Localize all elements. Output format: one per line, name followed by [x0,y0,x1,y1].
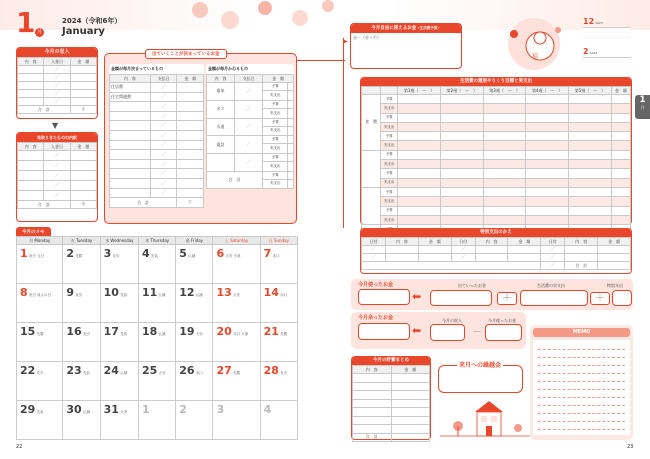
living-row: 予算 [362,113,631,122]
preset-section [16,132,98,222]
fixed-right-row: ガス ／ 予算 [207,100,294,108]
living-row: 実支出 [362,215,631,224]
fixed-left-table: 内 容 支払日 金 額 住居費 ／ 住宅関連費 ／ ／ ／ ／ ／ ／ ／ ／ ／ ／ ／ 合 計 Ⓒ [109,74,204,208]
savings-row [353,382,430,391]
used2-label: 今月使ったお金 [488,318,516,323]
calendar-day-cell[interactable]: 2 先勝 [63,245,100,284]
living-col-header: 第2週（ ～ ） [441,87,484,95]
calendar-day-cell[interactable]: 1 [138,401,175,440]
calendar-day-cell[interactable]: 9 友引 [63,284,100,323]
fixed-left-title: 金額が毎月決まっているもの [111,66,163,71]
fixed-left-row: ／ [110,121,204,131]
savings-title: 今月の貯蓄まとめ [352,357,430,365]
left-label: 今月余ったお金 [358,315,394,321]
savings-section [351,356,431,440]
calendar-day-cell[interactable]: 31 大安 [100,401,138,440]
calendar-day-cell[interactable]: 24 仏滅 [100,362,138,401]
memo-section [530,325,633,440]
special-table: 日付 内 容 金 額 日付 内 容 金 額 日付 内 容 金 額 ／ ／ ／ ／ ／ ／ ／ 合 計 [361,237,631,270]
connector-line [343,38,344,228]
calendar-day-cell[interactable]: 18 仏滅 [138,323,175,362]
special-row: ／ ／ ／ [362,246,631,254]
income-table: 内 容 入金日 金 額 ／ ／ ／ ／ ／ 合 計 Ⓐ [17,57,97,114]
savings-row [353,399,430,408]
living-col-header: 金 額 [611,87,630,95]
arrow-right-icon: ▶ [343,38,348,45]
income-label: 今月の収入 [442,318,462,323]
calendar-day-cell[interactable]: 6 大安 小寒 [213,245,260,284]
weekday-header: 日 Sunday [260,237,297,245]
calendar-day-cell[interactable]: 27 先勝 [213,362,260,401]
fixed-right-row: ／ 予算 [207,154,294,162]
next-month-title: 来月への繰越金 [459,362,502,369]
living-row: 実支出 [362,197,631,206]
connector-line [297,60,345,61]
arrow-left-icon: ⬅ [412,290,422,303]
mini-calendar-dec: 12 2023 [583,17,631,43]
fixed-left-row: ／ [110,188,204,198]
fixed-left-row: ／ [110,102,204,112]
month-suffix-badge: 月 [36,29,42,35]
calendar-day-cell[interactable]: 8 祝日 成人の日 [17,284,63,323]
special-input[interactable] [612,290,632,306]
savings-row [353,425,430,434]
calendar-day-cell[interactable]: 10 先負 [100,284,138,323]
calendar-day-cell[interactable]: 26 赤口 [176,362,213,401]
calendar-day-cell[interactable]: 11 仏滅 [138,284,175,323]
living-col-header: 第5週（ ～ ） [569,87,612,95]
income-title: 今月の収入 [17,48,97,57]
free-money-formula: Ⓐ－（Ⓑ＋Ⓒ） [353,35,381,40]
fixed-right-row: 電話 ／ 予算 [207,136,294,144]
year-label: 2024（令和6年） [62,17,122,25]
arrow-left-icon: ⬅ [412,324,422,337]
used-input[interactable] [358,289,410,305]
fixed-left-panel [109,64,204,208]
preset-title: 先取りきたものの内訳 [17,133,97,142]
fixed-left-row: ／ [110,111,204,121]
fixed-left-row: ／ [110,169,204,179]
calendar-day-cell[interactable]: 16 友引 [63,323,100,362]
savings-row [353,391,430,400]
living-row: 食 費 予算 [362,95,631,104]
special-label: 特別支出 [607,283,623,288]
fixed-right-row: 電気 ／ 予算 [207,83,294,91]
used2-input[interactable] [485,324,522,341]
special-title: 特別支出のかえ [361,229,631,237]
calendar-day-cell[interactable]: 5 仏滅 [176,245,213,284]
weekday-header: 金 Friday [176,237,213,245]
calendar-day-cell[interactable]: 28 友引 [260,362,297,401]
living-row: 実支出 [362,160,631,169]
living-col-header: 第1週（ ～ ） [398,87,441,95]
fixed-left-row: 住居費 ／ [110,83,204,93]
month-name: January [62,26,105,37]
spent-label: 出ていったお金 [458,283,486,288]
living-col-header [362,87,381,95]
calendar-day-cell[interactable]: 23 先負 [63,362,100,401]
fixed-section [104,53,297,224]
living-title: 生活費の週別やりくり目標と実支出 [361,78,631,86]
preset-table: 内 容 入金日 金 額 ／ ／ ／ ／ ／ 合 計 Ⓑ [17,142,97,209]
minus-icon: － [472,327,482,338]
calendar-day-cell[interactable]: 19 大安 [176,323,213,362]
month-index-tab[interactable]: 1 月 [635,95,650,119]
house-illustration-icon [440,398,530,440]
living-col-header: 第3週（ ～ ） [483,87,526,95]
lucky-doll-icon [490,16,570,71]
fixed-title: 出ていくことが決まっているお金 [145,49,227,59]
fixed-left-row: ／ [110,130,204,140]
savings-row [353,374,430,383]
used-label: 今月使ったお金 [358,282,394,288]
living-row: 予算 [362,187,631,196]
calendar-day-cell[interactable]: 25 大安 [138,362,175,401]
svg-text:福: 福 [532,53,539,60]
income-section [16,47,98,119]
calendar-day-cell[interactable]: 13 大安 [213,284,260,323]
weekday-header: 土 Saturday [213,237,260,245]
fixed-right-title: 金額が毎月かわるもの [208,66,248,71]
calendar-day-cell[interactable]: 4 [260,401,297,440]
fixed-left-row: ／ [110,178,204,188]
calendar-day-cell[interactable]: 3 [213,401,260,440]
weekday-header: 月 Monday [17,237,63,245]
fixed-right-row: 水道 ／ 予算 [207,118,294,126]
calendar-day-cell[interactable]: 12 仏滅 [176,284,213,323]
memo-title: MEMO [533,328,630,337]
calendar-day-cell[interactable]: 7 赤口 [260,245,297,284]
living-row: 実支出 [362,104,631,113]
living-row: 予算 [362,206,631,215]
savings-table: 内 容 金 額 合 計 [352,365,430,442]
special-row: ／ ／ ／ [362,254,631,262]
calendar-table [16,236,298,440]
next-month-section [438,362,523,393]
calendar-day-cell[interactable]: 4 先負 [138,245,175,284]
fixed-right-panel [206,64,294,189]
living-row: 実支出 [362,178,631,187]
special-section [360,228,632,274]
memo-lines[interactable] [533,340,630,435]
calendar-day-cell[interactable]: 17 先負 [100,323,138,362]
calendar-day-cell[interactable]: 2 [176,401,213,440]
free-money-title: 今月自由に使えるお金（生活費予算） [351,24,461,33]
living-col-header [381,87,398,95]
calendar-day-cell[interactable]: 1 祝日 元日 [17,245,63,284]
calendar-day-cell[interactable]: 20 赤口 大寒 [213,323,260,362]
living-row: 予算 [362,169,631,178]
month-number: 1 [16,6,36,39]
fixed-left-row: ／ [110,159,204,169]
calendar-day-cell[interactable]: 15 先勝 [17,323,63,362]
weekday-header: 火 Tuesday [63,237,100,245]
living-actual-label: 生活費の実支出 [537,283,565,288]
living-row: 予算 [362,132,631,141]
spent-input[interactable] [430,290,492,306]
fixed-left-row: 住宅関連費 ／ [110,92,204,102]
living-section [360,77,632,225]
month-memo-title: 今月のメモ [16,227,51,237]
left-input[interactable] [358,323,410,340]
page-number-right: 23 [627,444,634,450]
living-table [361,86,631,244]
living-row: 実支出 [362,141,631,150]
weekday-header: 木 Thursday [138,237,175,245]
living-row: 予算 [362,150,631,159]
calendar-day-cell[interactable]: 14 赤口 [260,284,297,323]
fixed-left-row: ／ [110,150,204,160]
savings-row [353,408,430,417]
calendar-day-cell[interactable]: 29 先負 [17,401,63,440]
living-actual-input[interactable] [520,290,588,306]
fixed-right-table: 内 容 支払日 金 額 電気 ／ 予算 実支出 ガス ／ 予算 実支出 水道 ／ 予算 実支出 電話 ／ 予算 実支出 ／ 予算 実支出 合 計 予算 実支出 [206,74,294,189]
plus-icon: ＋ [497,292,517,305]
page-number-left: 22 [16,444,23,450]
living-col-header: 第4週（ ～ ） [526,87,569,95]
living-row: 実支出 [362,122,631,131]
fixed-left-row: ／ [110,140,204,150]
arrow-down-icon: ▼ [52,121,59,130]
free-money-section [350,23,462,69]
calendar-day-cell[interactable]: 30 仏滅 [63,401,100,440]
flower-decoration-icon [180,0,340,30]
mini-calendar-feb: 2 2024 [583,47,631,73]
plus-icon: ＋ [590,292,610,305]
calendar-day-cell[interactable]: 3 友引 [100,245,138,284]
savings-row [353,416,430,425]
calendar-day-cell[interactable]: 21 先勝 [260,323,297,362]
income-input[interactable] [430,324,465,341]
calendar-day-cell[interactable]: 22 友引 [17,362,63,401]
weekday-header: 水 Wednesday [100,237,138,245]
